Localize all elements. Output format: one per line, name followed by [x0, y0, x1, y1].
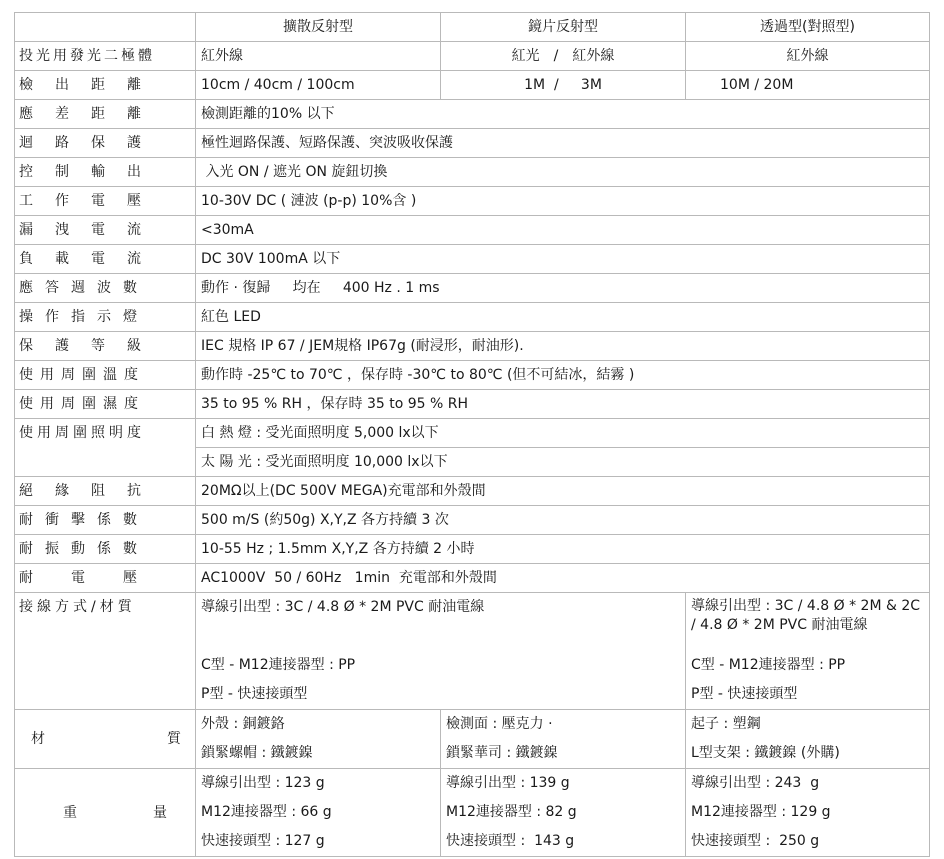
- spec-table: [14, 12, 930, 857]
- connection-left-spacer: [201, 622, 685, 651]
- grade-value: IEC 規格 IP 67 / JEM規格 IP67g (耐浸形，耐油形).: [196, 332, 930, 361]
- row-material: [15, 710, 930, 769]
- connection-right-wire: 導線引出型 : 3C / 4.8 Ø * 2M & 2C / 4.8 Ø * 2M PVC 耐油電線: [691, 598, 921, 633]
- connection-left-m12: C型 - M12連接器型 : PP: [201, 657, 356, 673]
- distance-through: 10M / 20M: [686, 71, 930, 100]
- weight-col-c: [686, 769, 930, 857]
- header-row: [15, 13, 930, 42]
- humidity-value: 35 to 95 % RH ，保存時 35 to 95 % RH: [196, 390, 930, 419]
- label-connection: [15, 593, 196, 710]
- response-value: 動作 · 復歸 均在 400 Hz . 1 ms: [196, 274, 930, 303]
- connection-right-m12: C型 - M12連接器型 : PP: [691, 657, 846, 673]
- label-material-a: 材: [31, 731, 45, 747]
- row-diode: [15, 42, 930, 71]
- insulation-value: 20MΩ以上(DC 500V MEGA)充電部和外殼間: [196, 477, 930, 506]
- connection-right-quick: P型 - 快速接頭型: [691, 686, 798, 702]
- row-illum-1: [15, 419, 930, 448]
- vibration-value: 10-55 Hz ; 1.5mm X,Y,Z 各方持續 2 小時: [196, 535, 930, 564]
- illum-incandescent: 白 熱 燈 : 受光面照明度 5,000 lx以下: [196, 419, 930, 448]
- label-leak: 漏洩電流: [15, 216, 196, 245]
- header-mirror: 鏡片反射型: [441, 13, 686, 42]
- material-housing: 外殼 : 銅鍍鉻: [201, 716, 285, 732]
- label-hysteresis: 應差距離: [15, 100, 196, 129]
- material-col-a: [196, 710, 441, 769]
- distance-diffuse: 10cm / 40cm / 100cm: [196, 71, 441, 100]
- material-bracket: L型支架 : 鐵鍍鎳 (外購): [691, 745, 840, 761]
- weight-a-quick: 快速接頭型 : 127 g: [201, 833, 325, 849]
- row-weight: [15, 769, 930, 857]
- hysteresis-value: 檢測距離的10% 以下: [196, 100, 930, 129]
- material-face: 檢測面 : 壓克力 ·: [446, 716, 553, 732]
- withstand-value: AC1000V 50 / 60Hz 1min 充電部和外殼間: [196, 564, 930, 593]
- label-weight-b: 量: [153, 804, 167, 821]
- connection-right: [686, 593, 930, 710]
- row-temp: [15, 361, 930, 390]
- label-material: [15, 710, 196, 769]
- voltage-value: 10-30V DC ( 漣波 (p-p) 10%含 ): [196, 187, 930, 216]
- row-shock: [15, 506, 930, 535]
- label-humidity: 使用周圍濕度: [15, 390, 196, 419]
- row-leak: [15, 216, 930, 245]
- label-output: 控制輸出: [15, 158, 196, 187]
- row-protection: [15, 129, 930, 158]
- output-value: 入光 ON / 遮光 ON 旋鈕切換: [196, 158, 930, 187]
- label-voltage: 工作電壓: [15, 187, 196, 216]
- label-response: 應答週波數: [15, 274, 196, 303]
- label-shock: 耐衝擊係數: [15, 506, 196, 535]
- weight-b-m12: M12連接器型 : 82 g: [446, 804, 577, 820]
- material-driver: 起子 : 塑鋼: [691, 716, 761, 732]
- row-voltage: [15, 187, 930, 216]
- label-connection-text: 接線方式/材質: [19, 599, 136, 615]
- row-indicator: [15, 303, 930, 332]
- label-protection: 迴路保護: [15, 129, 196, 158]
- label-indicator: 操作指示燈: [15, 303, 196, 332]
- weight-a-wire: 導線引出型 : 123 g: [201, 775, 325, 791]
- header-empty-cell: [15, 13, 196, 42]
- temp-value: 動作時 -25℃ to 70℃ ，保存時 -30℃ to 80℃ (但不可結冰，結霧 ): [196, 361, 930, 390]
- weight-a-m12: M12連接器型 : 66 g: [201, 804, 332, 820]
- label-illum: [15, 419, 196, 477]
- weight-col-b: [441, 769, 686, 857]
- weight-b-quick: 快速接頭型 : 143 g: [446, 833, 575, 849]
- row-response: [15, 274, 930, 303]
- label-insulation: 絕緣阻抗: [15, 477, 196, 506]
- row-grade: [15, 332, 930, 361]
- weight-c-m12: M12連接器型 : 129 g: [691, 804, 831, 820]
- diode-diffuse: 紅外線: [196, 42, 441, 71]
- material-washer: 鎖緊華司 : 鐵鍍鎳: [446, 745, 558, 761]
- connection-left: [196, 593, 686, 710]
- row-insulation: [15, 477, 930, 506]
- shock-value: 500 m/S (約50g) X,Y,Z 各方持續 3 次: [196, 506, 930, 535]
- material-col-c: [686, 710, 930, 769]
- diode-through: 紅外線: [686, 42, 930, 71]
- diode-mirror: 紅光 / 紅外線: [441, 42, 686, 71]
- row-connection: [15, 593, 930, 710]
- label-weight: [15, 769, 196, 857]
- header-diffuse: 擴散反射型: [196, 13, 441, 42]
- row-output: [15, 158, 930, 187]
- row-distance: [15, 71, 930, 100]
- weight-c-quick: 快速接頭型 : 250 g: [691, 833, 820, 849]
- row-load: [15, 245, 930, 274]
- label-material-b: 質: [167, 731, 181, 747]
- material-col-b: [441, 710, 686, 769]
- row-humidity: [15, 390, 930, 419]
- label-grade: 保護等級: [15, 332, 196, 361]
- header-through: 透過型(對照型): [686, 13, 930, 42]
- label-withstand: 耐電壓: [15, 564, 196, 593]
- leak-value: <30mA: [196, 216, 930, 245]
- indicator-value: 紅色 LED: [196, 303, 930, 332]
- weight-col-a: [196, 769, 441, 857]
- weight-c-wire: 導線引出型 : 243 g: [691, 775, 820, 791]
- connection-left-wire: 導線引出型 : 3C / 4.8 Ø * 2M PVC 耐油電線: [201, 599, 485, 615]
- row-hysteresis: [15, 100, 930, 129]
- row-vibration: [15, 535, 930, 564]
- material-nut: 鎖緊螺帽 : 鐵鍍鎳: [201, 745, 313, 761]
- load-value: DC 30V 100mA 以下: [196, 245, 930, 274]
- label-distance: 檢出距離: [15, 71, 196, 100]
- illum-sunlight: 太 陽 光 : 受光面照明度 10,000 lx以下: [196, 448, 930, 477]
- protection-value: 極性迴路保護、短路保護、突波吸收保護: [196, 129, 930, 158]
- label-diode: 投光用發光二極體: [15, 42, 196, 71]
- distance-mirror: 1M / 3M: [441, 71, 686, 100]
- label-load: 負載電流: [15, 245, 196, 274]
- label-illum-text: 使用周圍照明度: [19, 425, 145, 441]
- label-temp: 使用周圍溫度: [15, 361, 196, 390]
- connection-left-quick: P型 - 快速接頭型: [201, 686, 308, 702]
- label-vibration: 耐振動係數: [15, 535, 196, 564]
- row-withstand: [15, 564, 930, 593]
- label-weight-a: 重: [63, 804, 77, 821]
- weight-b-wire: 導線引出型 : 139 g: [446, 775, 570, 791]
